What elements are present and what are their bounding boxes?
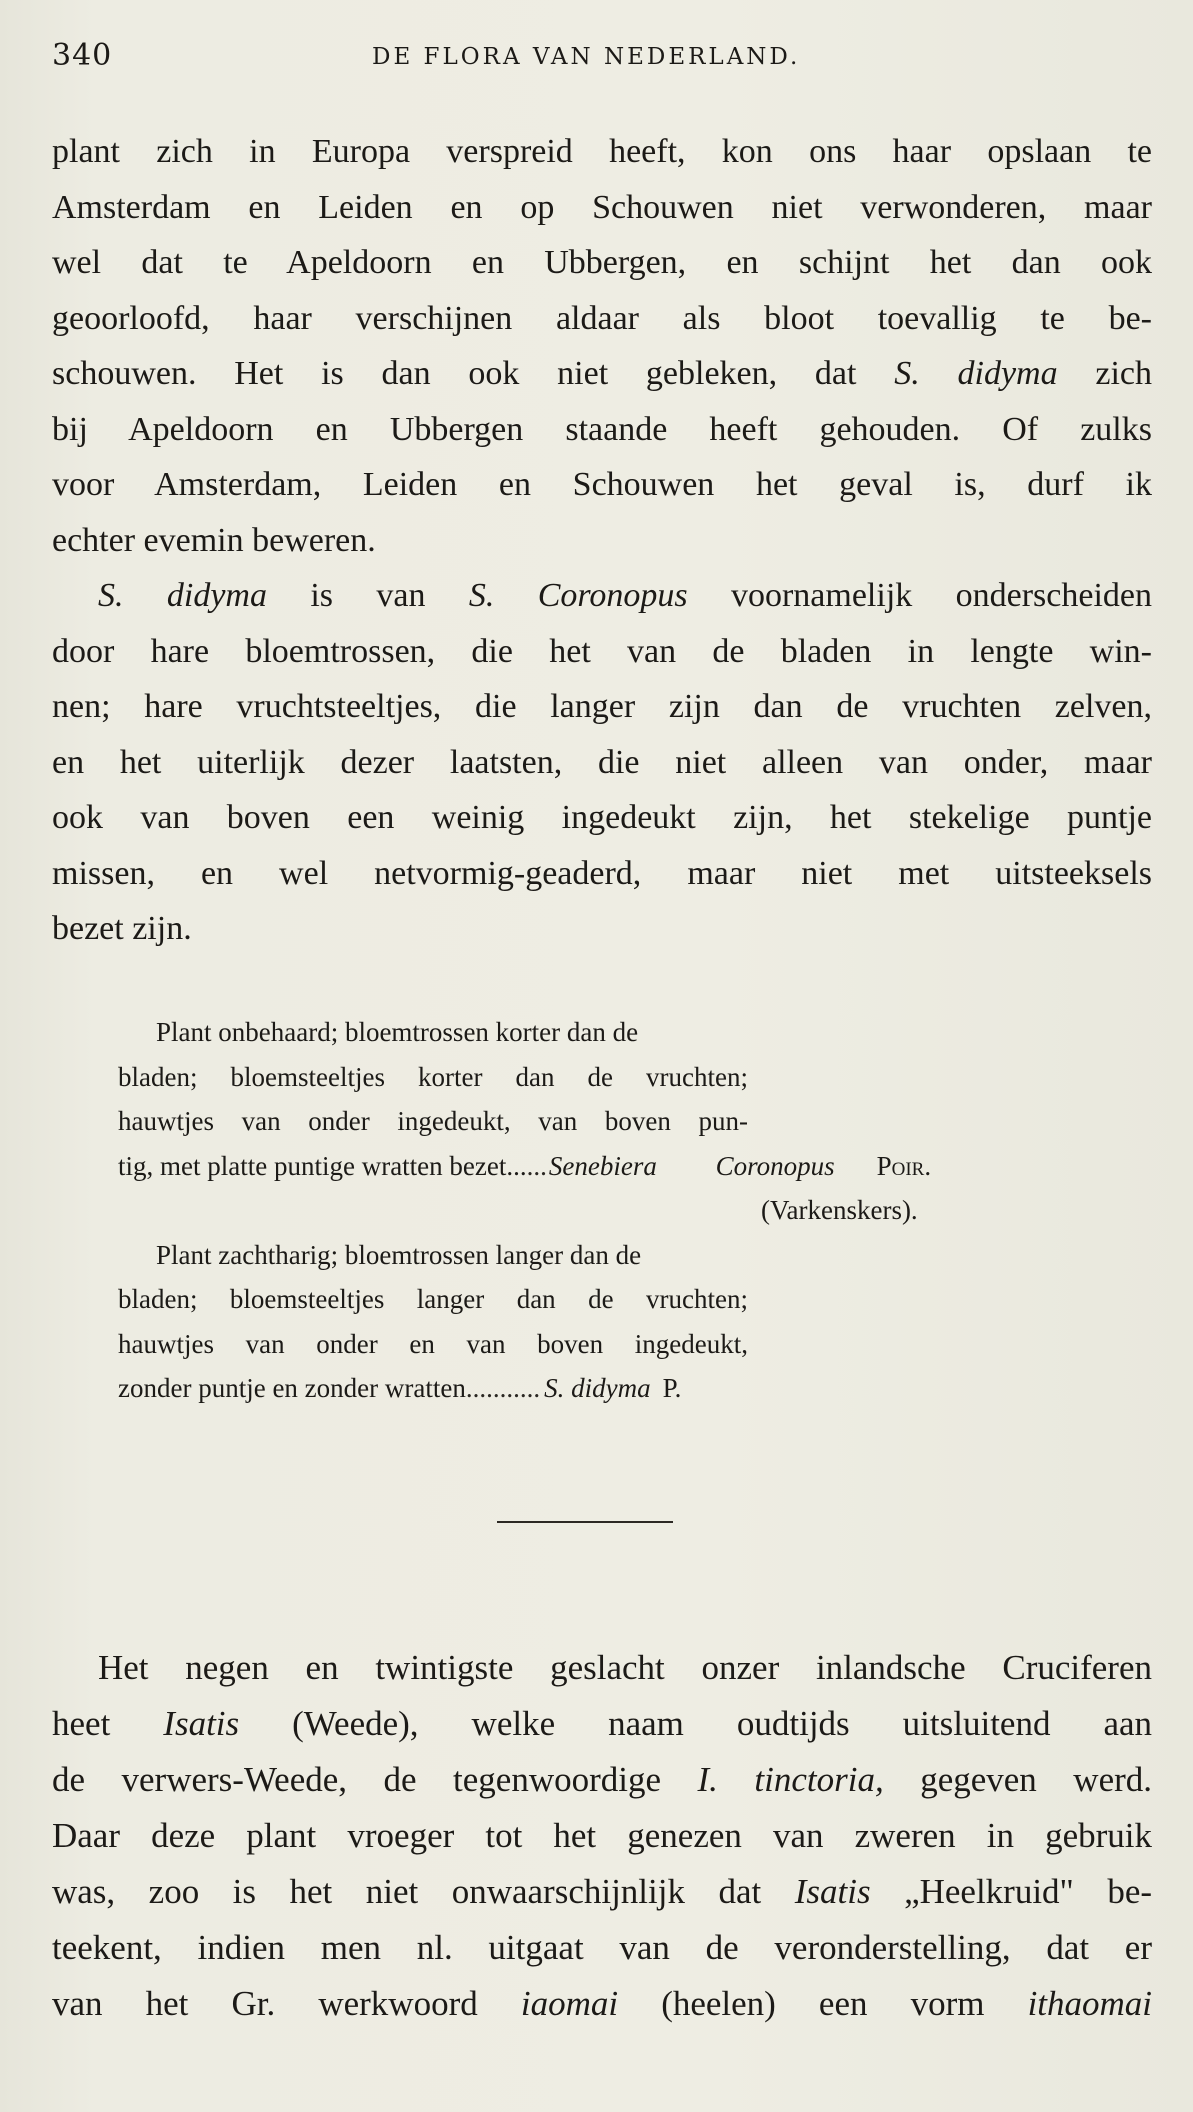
text-segment: was, zoo is het niet onwaarschijnlijk dat	[52, 1872, 762, 1911]
page-header	[52, 38, 1142, 78]
section-divider	[497, 1521, 673, 1523]
text-line: nen; hare vruchtsteeltjes, die langer zijn dan de vruchten zelven,	[52, 688, 1152, 725]
text-line: missen, en wel netvormig-geaderd, maar niet met uitsteeksels	[52, 854, 1152, 892]
key-text: bladen; bloemsteeltjes korter dan de vruchten;	[118, 1061, 748, 1092]
genus-name: Isatis	[163, 1704, 240, 1743]
key-text: tig, met platte puntige wratten bezet...	[118, 1150, 527, 1181]
text-line	[52, 1976, 1152, 2032]
key-line	[118, 1322, 1158, 1367]
text-line: echter evemin beweren.	[52, 521, 376, 559]
text-line: plant zich in Europa verspreid heeft, kon ons haar opslaan te	[52, 133, 1152, 170]
text-line: Het negen en twintigste geslacht onzer inlandsche Cruciferen	[98, 1648, 1152, 1687]
text-line: en het uiterlijk dezer laatsten, die niet alleen van onder, maar	[52, 743, 1152, 781]
text-segment: van het Gr. werkwoord	[52, 1984, 478, 2023]
author-abbrev: P.	[662, 1373, 682, 1403]
greek-word: iaomai	[520, 1984, 619, 2023]
author-abbrev: Poir.	[876, 1150, 932, 1181]
text-line: Amsterdam en Leiden en op Schouwen niet verwonderen, maar	[52, 188, 1152, 226]
key-text: hauwtjes van onder en van boven ingedeukt,	[118, 1328, 748, 1359]
common-name: (Varkenskers).	[761, 1195, 918, 1225]
text-line	[52, 568, 1152, 624]
text-segment: de verwers-Weede, de tegenwoordige	[52, 1760, 662, 1799]
paragraph-2	[52, 568, 1152, 957]
species-name: S. didyma	[98, 577, 267, 614]
text-segment: schouwen. Het is dan ook niet gebleken, dat	[52, 355, 857, 392]
key-text: Plant zachtharig; bloemtrossen langer dan de	[156, 1239, 642, 1270]
text-line	[52, 1752, 1152, 1808]
key-line	[118, 1010, 1158, 1055]
text-segment: „Heelkruid" be-	[904, 1872, 1153, 1911]
text-line: door hare bloemtrossen, die het van de bladen in lengte win-	[52, 632, 1152, 670]
text-line: Daar deze plant vroeger tot het genezen van zweren in gebruik	[52, 1816, 1152, 1855]
genus-name: Isatis	[794, 1872, 871, 1911]
species-name: S. Coronopus	[468, 577, 688, 614]
paragraph-1	[52, 124, 1152, 568]
key-line	[118, 1366, 1158, 1411]
text-line	[52, 346, 1152, 402]
key-line	[118, 1188, 1158, 1233]
text-segment: (Weede), welke naam oudtijds uitsluitend aan	[292, 1704, 1153, 1743]
text-segment: is van	[310, 577, 426, 614]
text-line	[52, 1696, 1152, 1752]
species-name: Senebiera Coronopus	[548, 1150, 835, 1181]
key-line	[118, 1099, 1158, 1144]
text-line	[52, 1864, 1152, 1920]
text-line: geoorloofd, haar verschijnen aldaar als bloot toevallig te be-	[52, 299, 1152, 337]
species-name: S. didyma	[894, 355, 1058, 392]
identification-key	[118, 1010, 1158, 1411]
key-line	[118, 1055, 1158, 1100]
species-name: S. didyma	[544, 1373, 651, 1403]
text-line: voor Amsterdam, Leiden en Schouwen het geval is, durf ik	[52, 466, 1152, 503]
text-line: teekent, indien men nl. uitgaat van de veronderstelling, dat er	[52, 1928, 1152, 1967]
greek-word: ithaomai	[1027, 1984, 1153, 2023]
text-segment: gegeven werd.	[920, 1760, 1153, 1799]
text-line: bij Apeldoorn en Ubbergen staande heeft gehouden. Of zulks	[52, 410, 1152, 448]
species-name: I. tinctoria,	[697, 1760, 884, 1799]
key-text: Plant onbehaard; bloemtrossen korter dan de	[156, 1017, 639, 1047]
key-text: zonder puntje en zonder wratten	[118, 1373, 466, 1403]
paragraph-3	[52, 1640, 1152, 2032]
text-segment: heet	[52, 1704, 111, 1743]
leader-dots: ...........	[465, 1373, 541, 1403]
text-line: bezet zijn.	[52, 910, 192, 947]
text-segment: zich	[1095, 355, 1153, 392]
page-number: 340	[52, 38, 113, 73]
key-text: bladen; bloemsteeltjes langer dan de vruchten;	[118, 1284, 748, 1314]
leader-dots: ...	[526, 1150, 547, 1181]
key-line	[118, 1277, 1158, 1322]
text-segment: (heelen) een vorm	[661, 1984, 985, 2023]
running-title: DE FLORA VAN NEDERLAND.	[372, 44, 801, 70]
text-line: ook van boven een weinig ingedeukt zijn, het stekelige puntje	[52, 799, 1152, 836]
key-text: hauwtjes van onder ingedeukt, van boven pun-	[118, 1106, 748, 1136]
key-line	[118, 1144, 1158, 1189]
text-segment: voornamelijk onderscheiden	[730, 577, 1153, 614]
text-line: wel dat te Apeldoorn en Ubbergen, en schijnt het dan ook	[52, 244, 1152, 281]
key-line	[118, 1233, 1158, 1278]
